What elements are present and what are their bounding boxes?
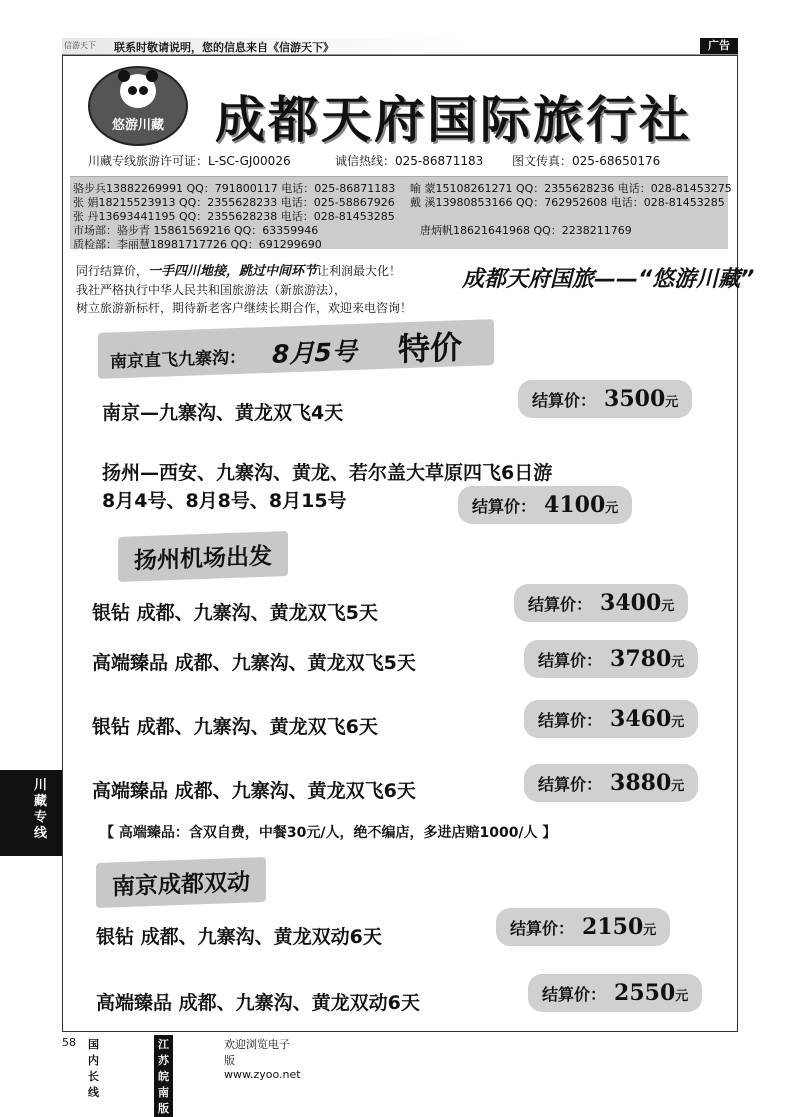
route-name: 高端臻品 成都、九寨沟、黄龙双动6天 — [96, 992, 420, 1014]
slogan: 成都天府国旅——“悠游川藏” — [462, 267, 755, 292]
edition-badge: 江苏皖南版 — [154, 1035, 173, 1117]
side-tab — [0, 770, 62, 856]
price-value: 3780 — [610, 646, 672, 672]
contact-row: 张 娟18215523913 QQ：2355628233 电话：025-58867926 — [73, 196, 395, 209]
intro-line: 我社严格执行中华人民共和国旅游法（新旅游法）， — [76, 283, 347, 297]
intro-text — [76, 262, 412, 317]
contact-row: 质检部：李丽慧18981717726 QQ：691299690 — [73, 238, 322, 251]
side-tab-label: 川藏专线 — [34, 778, 48, 841]
premium-note: 【 高端臻品：含双自费，中餐30元/人，绝不编店，多进店赔1000/人 】 — [100, 825, 557, 841]
price-bubble: 结算价： 4100元 — [458, 486, 632, 524]
contact-row: 张 丹13693441195 QQ：2355628238 电话：028-81453285 — [73, 210, 395, 223]
intro-line: 让利润最大化！ — [317, 264, 402, 278]
price-bubble: 结算价： 3880元 — [524, 764, 698, 802]
contact-row: 唐炳帆18621641968 QQ：2238211769 — [420, 224, 632, 237]
hotline: 诚信热线：025-86871183 — [335, 154, 484, 168]
ad-label: 广告 — [700, 38, 738, 54]
license-number: 川藏专线旅游许可证：L-SC-GJ00026 — [88, 154, 291, 168]
logo-text: 悠游川藏 — [111, 118, 164, 133]
contacts-box — [70, 176, 732, 251]
route-name: 高端臻品 成都、九寨沟、黄龙双飞5天 — [92, 652, 416, 674]
price-bubble: 结算价： 3460元 — [524, 700, 698, 738]
price-value: 3400 — [600, 590, 662, 616]
banner-special: 特价 — [398, 328, 463, 369]
route-name: 高端臻品 成都、九寨沟、黄龙双飞6天 — [92, 780, 416, 802]
route-name: 扬州—西安、九寨沟、黄龙、若尔盖大草原四飞6日游 — [102, 462, 553, 484]
contact-row: 市场部：骆步青 15861569216 QQ：63359946 — [73, 224, 319, 237]
price-bubble: 结算价： 3780元 — [524, 640, 698, 678]
price-value: 2550 — [614, 980, 676, 1006]
price-value: 3460 — [610, 706, 672, 732]
intro-line: 同行结算价， — [76, 264, 149, 278]
price-bubble: 结算价： 3500元 — [518, 380, 692, 418]
price-value: 3880 — [610, 770, 672, 796]
route-name: 银钻 成都、九寨沟、黄龙双飞6天 — [92, 716, 378, 738]
agency-name: 成都天府国际旅行社 — [215, 91, 692, 149]
price-bubble: 结算价： 2550元 — [528, 974, 702, 1012]
fax: 图文传真：025-68650176 — [512, 154, 661, 168]
page-number: 58 — [62, 1036, 76, 1049]
contact-row: 骆步兵13882269991 QQ：791800117 电话：025-86871183 — [73, 182, 396, 195]
banner-route: 南京直飞九寨沟： — [110, 347, 246, 373]
banner-date: 8月5号 — [272, 336, 357, 369]
price-value: 2150 — [582, 914, 644, 940]
publication-logo: 信游天下 — [64, 41, 96, 50]
price-bubble: 结算价： 2150元 — [496, 908, 670, 946]
footer-web: 欢迎浏览电子版 www.zyoo.net — [224, 1038, 301, 1081]
route-name: 南京—九寨沟、黄龙双飞4天 — [102, 402, 344, 424]
price-value: 4100 — [544, 492, 606, 518]
price-value: 3500 — [604, 386, 666, 412]
intro-line: 树立旅游新标杆，期待新老客户继续长期合作，欢迎来电咨询！ — [76, 301, 413, 315]
contact-row: 喻 蒙15108261271 QQ：2355628236 电话：028-81453275 — [410, 182, 732, 195]
header-note: 联系时敬请说明，您的信息来自《信游天下》 — [114, 41, 334, 54]
section-yangzhou: 扬州机场出发 — [118, 531, 288, 582]
section-nanjing: 南京成都双动 — [96, 857, 266, 908]
price-bubble: 结算价： 3400元 — [514, 584, 688, 622]
route-name: 银钻 成都、九寨沟、黄龙双飞5天 — [92, 602, 378, 624]
route-name: 银钻 成都、九寨沟、黄龙双动6天 — [96, 926, 382, 948]
panda-logo — [88, 66, 188, 146]
panda-icon — [120, 74, 156, 108]
contact-row: 戴 溪13980853166 QQ：762952608 电话：028-81453285 — [410, 196, 725, 209]
route-dates: 8月4号、8月8号、8月15号 — [102, 490, 347, 512]
footer-section: 国内长线 — [88, 1038, 99, 1099]
header-strip — [62, 38, 738, 55]
intro-highlight: 一手四川地接，跳过中间环节 — [148, 264, 318, 279]
